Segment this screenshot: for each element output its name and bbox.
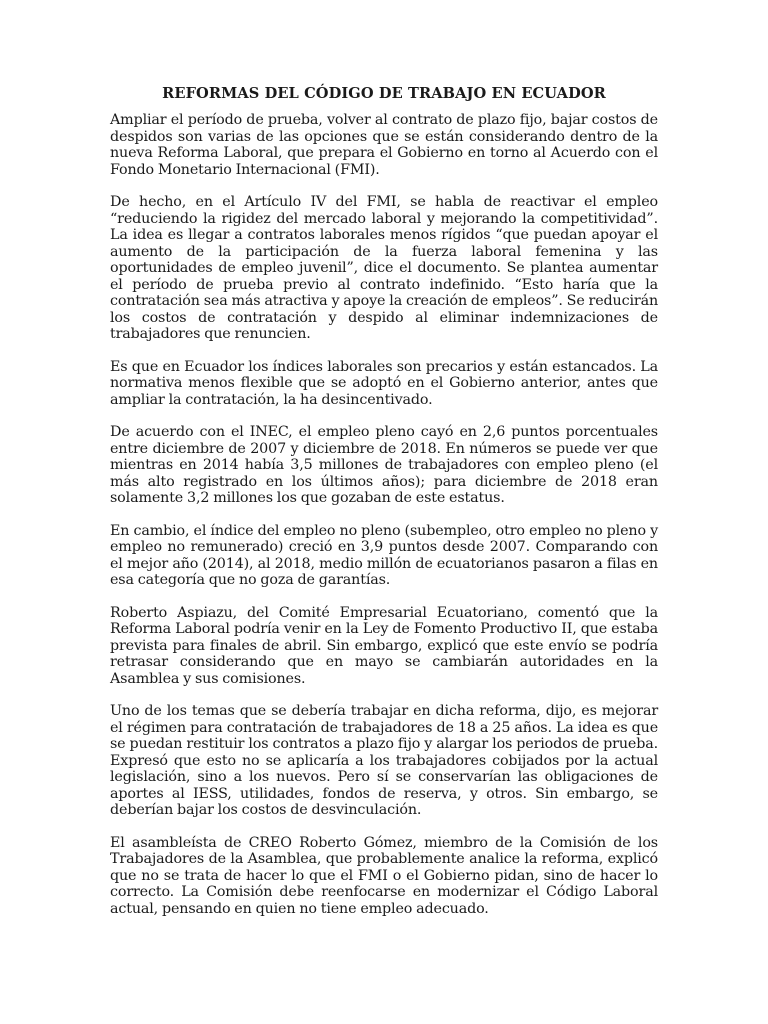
document-title: REFORMAS DEL CÓDIGO DE TRABAJO EN ECUADOR bbox=[162, 85, 606, 102]
paragraph-labor-indices: Es que en Ecuador los índices laborales son precarios y están estancados. La normativa menos flexible que se adoptó en el Gobierno anterior, antes que ampliar la contratación, la ha desincentivado. bbox=[110, 358, 658, 408]
paragraph-gomez: El asambleísta de CREO Roberto Gómez, miembro de la Comisión de los Trabajadores de la Asamblea, que probablemente analice la reforma, explicó que no se trata de hacer lo que el FMI o el Gobierno pidan, sino de hacer lo correcto. La Comisión debe reenfocarse en modernizar el Código Laboral actual, pensando en quien no tiene empleo adecuado. bbox=[110, 834, 658, 917]
paragraph-underemployment: En cambio, el índice del empleo no pleno (subempleo, otro empleo no pleno y empleo no remunerado) creció en 3,9 puntos desde 2007. Comparando con el mejor año (2014), al 2018, medio millón de ecuatorianos pasaron a filas en esa categoría que no goza de garantías. bbox=[110, 522, 658, 588]
paragraph-aspiazu: Roberto Aspiazu, del Comité Empresarial Ecuatoriano, comentó que la Reforma Laboral podría venir en la Ley de Fomento Productivo II, que estaba prevista para finales de abril. Sin embargo, explicó que este envío se podría retrasar considerando que en mayo se cambiarán autoridades en la Asamblea y sus comisiones. bbox=[110, 604, 658, 687]
paragraph-reform-topics: Uno de los temas que se debería trabajar en dicha reforma, dijo, es mejorar el régimen para contratación de trabajadores de 18 a 25 años. La idea es que se puedan restituir los contratos a plazo fijo y alargar los periodos de prueba. Expresó que esto no se aplicaría a los trabajadores cobijados por la actual legislación, sino a los nuevos. Pero sí se conservarían las obligaciones de aportes al IESS, utilidades, fondos de reserva, y otros. Sin embargo, se deberían bajar los costos de desvinculación. bbox=[110, 703, 658, 818]
paragraph-fmi-article-iv: De hecho, en el Artículo IV del FMI, se habla de reactivar el empleo “reduciendo la rigidez del mercado laboral y mejorando la competitividad”. La idea es llegar a contratos laborales menos rígidos “que puedan apoyar el aumento de la participación de la fuerza laboral femenina y las oportunidades de empleo juvenil”, dice el documento. Se plantea aumentar el período de prueba previo al contrato indefinido. “Esto haría que la contratación sea más atractiva y apoye la creación de empleos”. Se reducirán los costos de contratación y despido al eliminar indemnizaciones de trabajadores que renuncien. bbox=[110, 194, 658, 342]
paragraph-intro: Ampliar el período de prueba, volver al contrato de plazo fijo, bajar costos de despidos son varias de las opciones que se están considerando dentro de la nueva Reforma Laboral, que prepara el Gobierno en torno al Acuerdo con el Fondo Monetario Internacional (FMI). bbox=[110, 112, 658, 178]
document-body bbox=[110, 82, 658, 917]
paragraph-inec-data: De acuerdo con el INEC, el empleo pleno cayó en 2,6 puntos porcentuales entre diciembre de 2007 y diciembre de 2018. En números se puede ver que mientras en 2014 había 3,5 millones de trabajadores con empleo pleno (el más alto registrado en los últimos años); para diciembre de 2018 eran solamente 3,2 millones los que gozaban de este estatus. bbox=[110, 424, 658, 506]
